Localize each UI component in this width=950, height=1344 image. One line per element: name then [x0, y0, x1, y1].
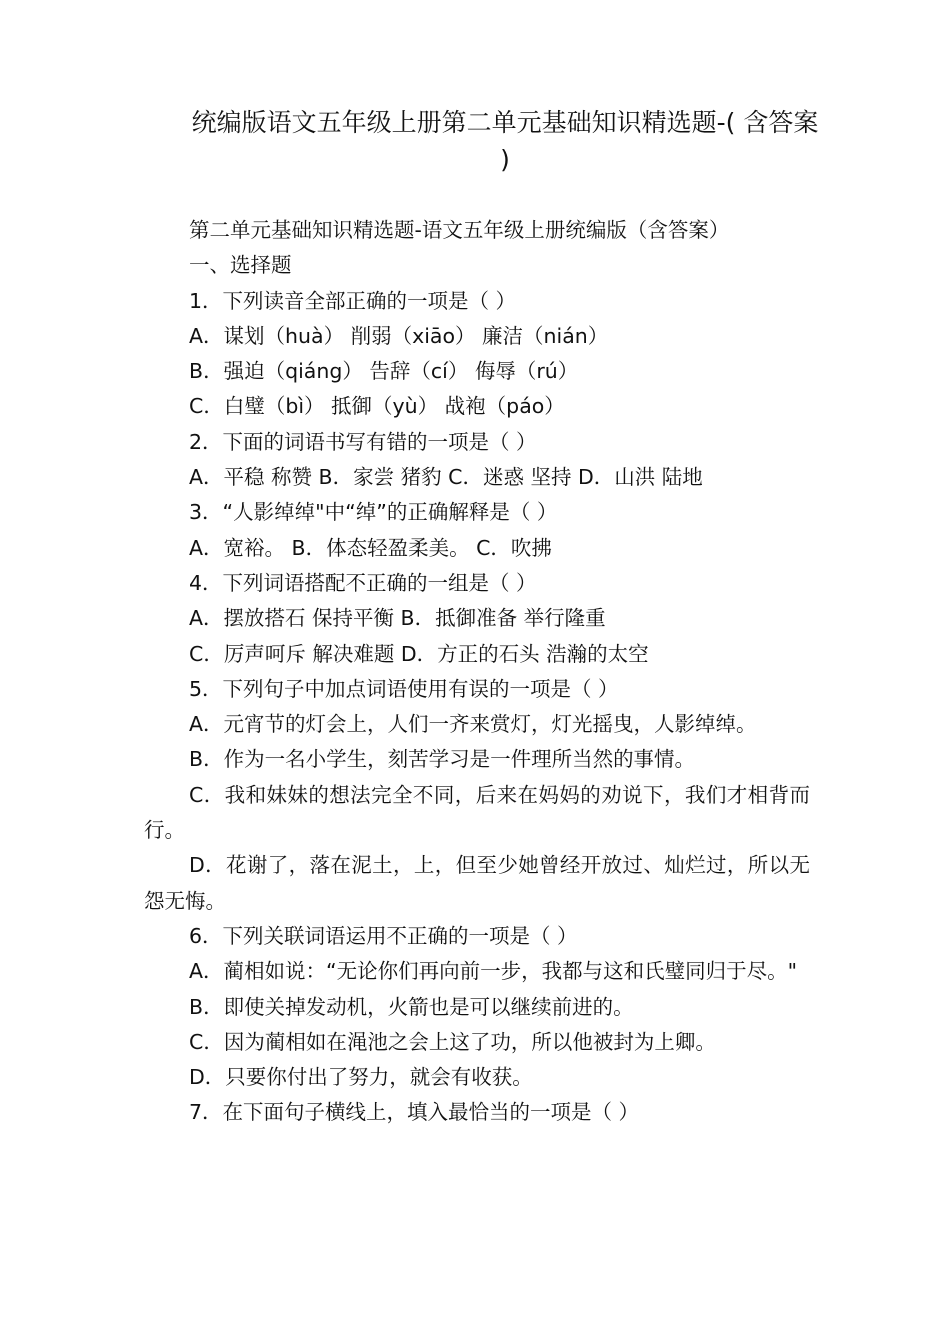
- q6-option-c: C．因为蔺相如在渑池之会上这了功，所以他被封为上卿。: [189, 1029, 716, 1054]
- q5-option-c: C．我和妹妹的想法完全不同，后来在妈妈的劝说下，我们才相背而行。: [144, 782, 810, 843]
- q5-option-d: D．花谢了，落在泥土，上，但至少她曾经开放过、灿烂过，所以无怨无悔。: [144, 853, 810, 913]
- question-3: 3．“人影绰绰"中“绰”的正确解释是（ ）: [189, 500, 558, 525]
- question-6: 6．下列关联词语运用不正确的一项是（ ）: [189, 923, 578, 948]
- q6-option-d: D．只要你付出了努力，就会有收获。: [189, 1065, 533, 1090]
- question-2: 2．下面的词语书写有错的一项是（ ）: [189, 429, 537, 454]
- q1-option-c: C．白璧（bì） 抵御（yù） 战袍（páo）: [189, 394, 565, 419]
- q5-option-a: A．元宵节的灯会上，人们一齐来赏灯，灯光摇曳，人影绰绰。: [189, 712, 757, 737]
- section-heading: 一、选择题: [189, 253, 292, 278]
- q3-options: A．宽裕。 B．体态轻盈柔美。 C．吹拂: [189, 535, 552, 560]
- q5-option-b: B．作为一名小学生，刻苦学习是一件理所当然的事情。: [189, 747, 696, 772]
- q6-option-b: B．即使关掉发动机，火箭也是可以继续前进的。: [189, 994, 634, 1019]
- question-5: 5．下列句子中加点词语使用有误的一项是（ ）: [189, 676, 619, 701]
- q6-option-a: A．蔺相如说：“无论你们再向前一步，我都与这和氏璧同归于尽。": [189, 959, 798, 984]
- question-4: 4．下列词语搭配不正确的一组是（ ）: [189, 570, 537, 595]
- q2-options: A．平稳 称赞 B．家尝 猪豹 C．迷惑 坚持 D．山洪 陆地: [189, 465, 703, 490]
- q4-options-ab: A．摆放搭石 保持平衡 B．抵御准备 举行隆重: [189, 606, 606, 631]
- q1-option-a: A．谋划（huà） 削弱（xiāo） 廉洁（nián）: [189, 323, 609, 348]
- document-title: 统编版语文五年级上册第二单元基础知识精选题-( 含答案 ): [191, 108, 819, 174]
- q1-option-b: B．强迫（qiáng） 告辞（cí） 侮辱（rú）: [189, 359, 579, 384]
- question-1: 1．下列读音全部正确的一项是（ ）: [189, 288, 517, 313]
- document-body: [144, 213, 810, 1131]
- question-7: 7．在下面句子横线上，填入最恰当的一项是（ ）: [189, 1100, 640, 1125]
- subtitle: 第二单元基础知识精选题-语文五年级上册统编版（含答案）: [189, 218, 730, 242]
- q4-options-cd: C．厉声呵斥 解决难题 D．方正的石头 浩瀚的太空: [189, 641, 649, 666]
